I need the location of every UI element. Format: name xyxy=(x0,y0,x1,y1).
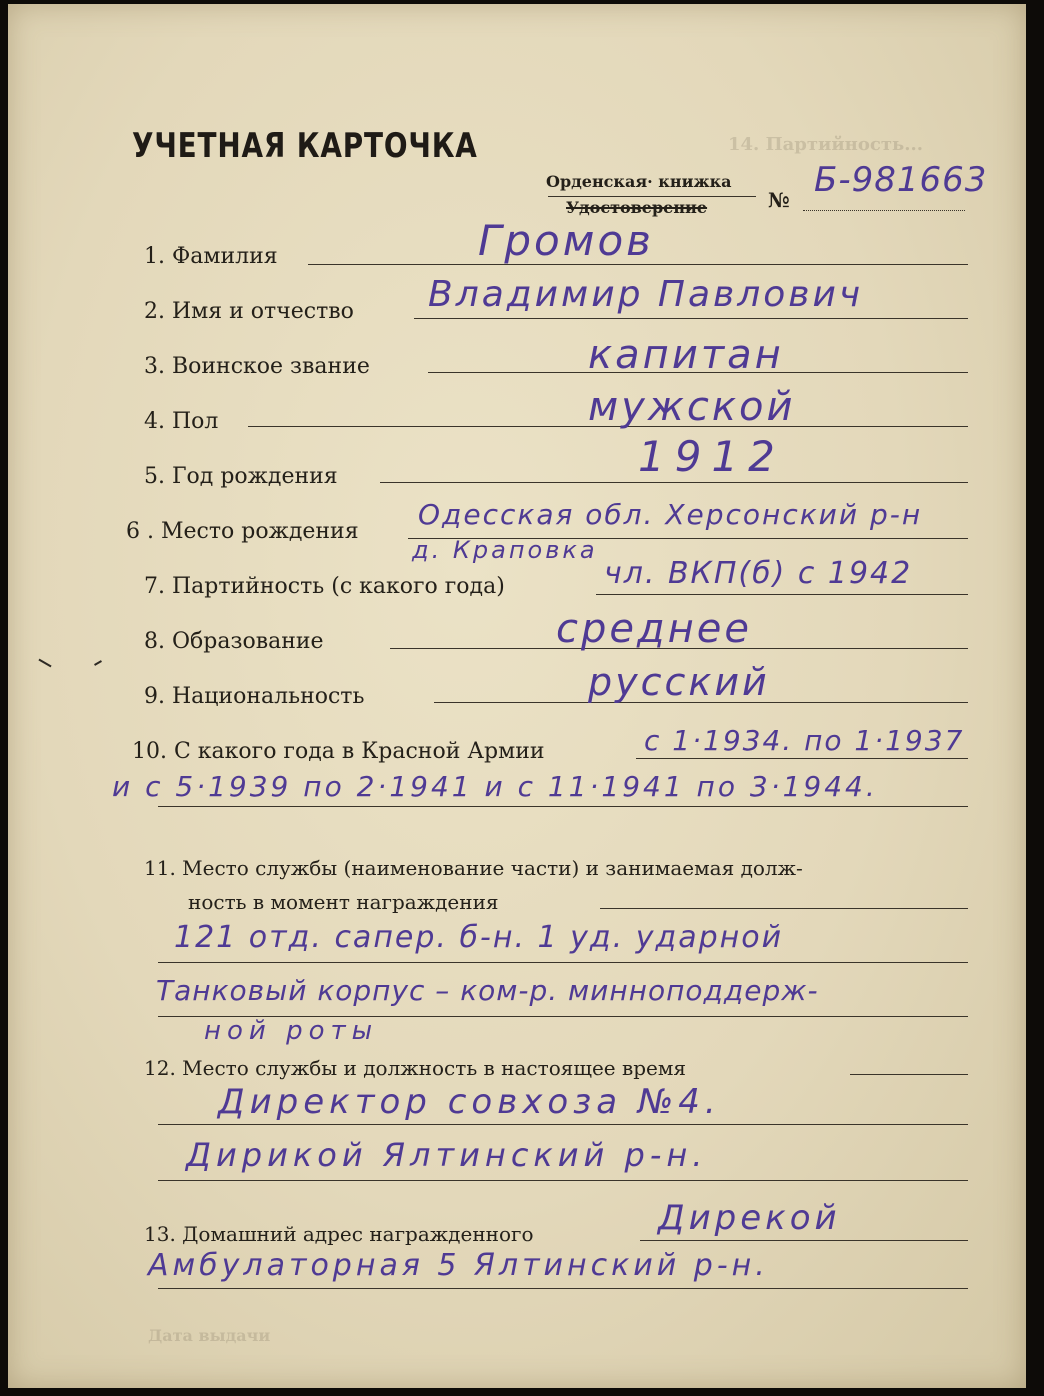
field-party-label: 7. Партийность (с какого года) xyxy=(144,574,505,599)
bleed-through-text: 14. Партийность... xyxy=(728,134,923,155)
field-address-label: 13. Домашний адрес награжденного xyxy=(144,1222,534,1246)
registration-card xyxy=(8,4,1026,1388)
field-birth-year-label: 5. Год рождения xyxy=(144,464,338,489)
field-service-label-2: ность в момент награждения xyxy=(188,890,499,914)
field-surname-value: Громов xyxy=(478,216,654,265)
field-current-service-rule-3 xyxy=(158,1180,968,1181)
field-current-service-rule xyxy=(850,1074,968,1075)
field-surname-label: 1. Фамилия xyxy=(144,244,278,269)
field-army-value-2: и с 5·1939 по 2·1941 и с 11·1941 по 3·1944. xyxy=(112,770,878,803)
field-army-rule-2 xyxy=(158,806,968,807)
field-nationality-value: русский xyxy=(588,660,770,704)
field-service-value-3: ной роты xyxy=(204,1016,379,1046)
field-birth-year-value: 1912 xyxy=(638,432,785,481)
order-book-label: Орденская· книжка xyxy=(546,172,732,191)
field-army-label: 10. С какого года в Красной Армии xyxy=(132,739,545,764)
field-party-rule xyxy=(596,594,968,595)
field-current-service-label: 12. Место службы и должность в настоящее время xyxy=(144,1056,687,1080)
field-service-rule-2 xyxy=(158,962,968,963)
field-current-service-value: Директор совхоза №4. xyxy=(218,1082,721,1122)
margin-mark xyxy=(94,660,102,666)
field-birth-year-rule xyxy=(380,482,968,483)
field-address-value: Дирекой xyxy=(658,1198,841,1238)
field-rank-label: 3. Воинское звание xyxy=(144,354,370,379)
field-sex-label: 4. Пол xyxy=(144,409,219,434)
field-service-value-2: Танковый корпус – ком-р. минноподдерж- xyxy=(156,974,819,1007)
field-address-rule xyxy=(640,1240,968,1241)
field-name-label: 2. Имя и отчество xyxy=(144,299,354,324)
field-birthplace-value-2: д. Краповка xyxy=(412,536,598,564)
field-birthplace-label: 6 . Место рождения xyxy=(126,519,359,544)
field-birthplace-value: Одесская обл. Херсонский р-н xyxy=(418,498,923,531)
field-sex-value: мужской xyxy=(588,384,796,430)
doc-type-divider xyxy=(548,196,756,197)
bleed-through-text-bottom: Дата выдачи xyxy=(148,1326,271,1345)
field-army-rule xyxy=(636,758,968,759)
field-address-value-2: Амбулаторная 5 Ялтинский р-н. xyxy=(148,1248,769,1283)
field-service-label: 11. Место службы (наименование части) и занимаемая долж- xyxy=(144,856,803,880)
number-rule xyxy=(803,210,965,211)
page-title: УЧЕТНАЯ КАРТОЧКА xyxy=(132,126,478,166)
certificate-label: Удостоверение xyxy=(566,198,708,217)
document-number: Б-981663 xyxy=(814,160,988,200)
field-address-rule-2 xyxy=(158,1288,968,1289)
number-sign: № xyxy=(768,188,790,212)
field-current-service-rule-2 xyxy=(158,1124,968,1125)
field-name-value: Владимир Павлович xyxy=(428,274,864,315)
margin-mark xyxy=(38,659,51,668)
field-party-value: чл. ВКП(б) с 1942 xyxy=(604,556,913,591)
field-current-service-value-2: Дирикой Ялтинский р-н. xyxy=(186,1136,708,1174)
field-service-value: 121 отд. сапер. б-н. 1 уд. ударной xyxy=(174,920,784,955)
field-nationality-label: 9. Национальность xyxy=(144,684,365,709)
field-name-rule xyxy=(414,318,968,319)
field-rank-value: капитан xyxy=(588,332,784,378)
field-education-value: среднее xyxy=(556,606,753,652)
field-education-label: 8. Образование xyxy=(144,629,324,654)
field-service-rule xyxy=(600,908,968,909)
field-army-value: с 1·1934. по 1·1937 xyxy=(644,724,965,757)
